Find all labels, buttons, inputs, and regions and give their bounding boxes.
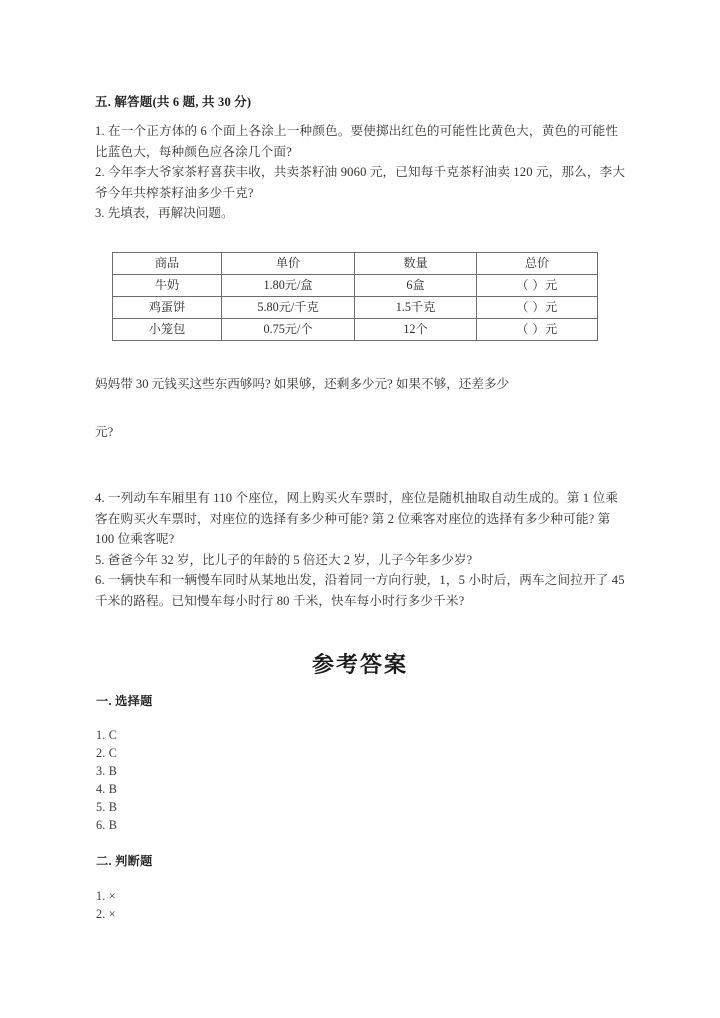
section-heading-answer-questions: 五. 解答题(共 6 题, 共 30 分): [95, 95, 252, 109]
price-table: [112, 252, 598, 341]
question-4: 4. 一列动车车厢里有 110 个座位，网上购买火车票时，座位是随机抽取自动生成的。第 1 位乘客在购买火车票时，对座位的选择有多少种可能? 第 2 位乘客对座位的选择有多少种可能? 第 100 位乘客呢?: [95, 491, 619, 546]
question-6: 6. 一辆快车和一辆慢车同时从某地出发，沿着同一方向行驶，1，5 小时后，两车之间拉开了 45 千米的路程。已知慢车每小时行 80 千米，快车每小时行多少千米?: [95, 573, 625, 608]
cell-quantity-milk: 6盒: [355, 275, 477, 297]
question-3-followup-line-1: 妈妈带 30 元钱买这些东西够吗? 如果够，还剩多少元? 如果不够，还差多少: [95, 377, 510, 391]
question-3-followup-line-2: 元?: [95, 425, 114, 439]
table-header-total: 总价: [477, 253, 598, 275]
table-row: [113, 319, 598, 341]
cell-goods-milk: 牛奶: [113, 275, 222, 297]
answer-section-heading-true-false: 二. 判断题: [96, 854, 153, 868]
table-header-quantity: 数量: [355, 253, 477, 275]
table-row: [113, 297, 598, 319]
answer-item: 4. B: [96, 782, 118, 796]
table-header-unit-price: 单价: [222, 253, 355, 275]
cell-quantity-xiaolongbao: 12个: [355, 319, 477, 341]
cell-total-egg-pancake[interactable]: （ ）元: [477, 297, 598, 319]
cell-goods-egg-pancake: 鸡蛋饼: [113, 297, 222, 319]
question-2: 2. 今年李大爷家茶籽喜获丰收，共卖茶籽油 9060 元，已知每千克茶籽油卖 120 元，那么，李大爷今年共榨茶籽油多少千克?: [95, 165, 626, 200]
table-header-row: [113, 253, 598, 275]
cell-price-milk: 1.80元/盒: [222, 275, 355, 297]
answer-item: 1. C: [96, 728, 118, 742]
question-3: 3. 先填表，再解决问题。: [95, 206, 234, 220]
answer-key-title: 参考答案: [311, 652, 408, 677]
question-1: 1. 在一个正方体的 6 个面上各涂上一种颜色。要使掷出红色的可能性比黄色大，黄色的可能性比蓝色大，每种颜色应各涂几个面?: [95, 124, 619, 159]
cell-price-egg-pancake: 5.80元/千克: [222, 297, 355, 319]
answer-item: 3. B: [96, 764, 118, 778]
cell-total-milk[interactable]: （ ）元: [477, 275, 598, 297]
table-header-goods: 商品: [113, 253, 222, 275]
cell-price-xiaolongbao: 0.75元/个: [222, 319, 355, 341]
cell-total-xiaolongbao[interactable]: （ ）元: [477, 319, 598, 341]
answer-item: 2. C: [96, 746, 118, 760]
answer-item: 5. B: [96, 800, 118, 814]
question-5: 5. 爸爸今年 32 岁，比儿子的年龄的 5 倍还大 2 岁，儿子今年多少岁?: [95, 553, 473, 567]
answer-item: 1. ×: [96, 889, 116, 903]
answer-section-heading-multiple-choice: 一. 选择题: [96, 694, 153, 708]
answer-item: 2. ×: [96, 907, 116, 921]
cell-goods-xiaolongbao: 小笼包: [113, 319, 222, 341]
table-row: [113, 275, 598, 297]
cell-quantity-egg-pancake: 1.5千克: [355, 297, 477, 319]
answer-item: 6. B: [96, 818, 118, 832]
